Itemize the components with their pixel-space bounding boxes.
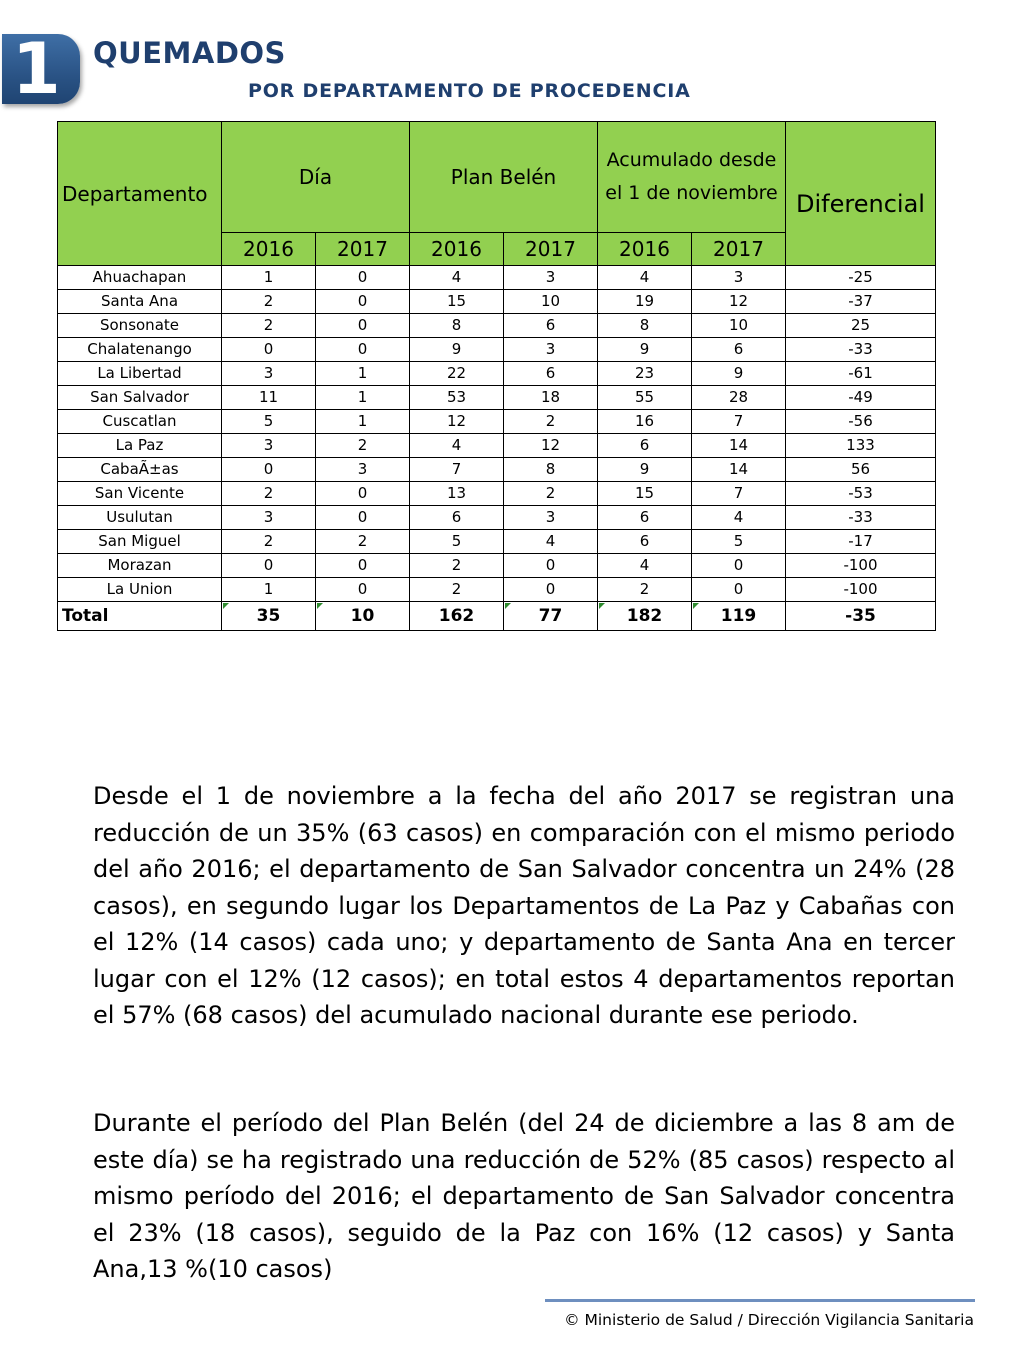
burns-by-department-table (57, 121, 936, 631)
error-indicator-icon (317, 603, 323, 609)
value-cell: 6 (692, 338, 786, 362)
value-cell: 1 (316, 386, 410, 410)
value-cell: -56 (786, 410, 936, 434)
table-total-row (58, 602, 936, 631)
department-name-cell: Cuscatlan (58, 410, 222, 434)
value-cell: 2 (598, 578, 692, 602)
value-cell: 53 (410, 386, 504, 410)
value-cell: -33 (786, 338, 936, 362)
value-cell: -33 (786, 506, 936, 530)
value-cell: -49 (786, 386, 936, 410)
value-cell: 0 (504, 554, 598, 578)
value-cell: 3 (504, 266, 598, 290)
total-value: -35 (845, 606, 876, 626)
department-name-cell: Ahuachapan (58, 266, 222, 290)
value-cell: 0 (316, 266, 410, 290)
value-cell: 15 (598, 482, 692, 506)
total-cell (316, 602, 410, 631)
value-cell: 16 (598, 410, 692, 434)
table-row (58, 482, 936, 506)
table-row (58, 290, 936, 314)
header-year: 2017 (692, 233, 786, 266)
value-cell: 1 (222, 266, 316, 290)
value-cell: 3 (504, 338, 598, 362)
table-row (58, 458, 936, 482)
value-cell: 14 (692, 434, 786, 458)
total-value: 77 (538, 606, 563, 626)
value-cell: 2 (222, 290, 316, 314)
value-cell: -100 (786, 554, 936, 578)
section-number: 1 (12, 28, 61, 110)
value-cell: 4 (410, 434, 504, 458)
value-cell: 12 (410, 410, 504, 434)
page-subtitle: POR DEPARTAMENTO DE PROCEDENCIA (248, 80, 691, 102)
total-value: 10 (350, 606, 375, 626)
value-cell: 1 (316, 410, 410, 434)
department-name-cell: La Paz (58, 434, 222, 458)
error-indicator-icon (223, 603, 229, 609)
value-cell: 0 (316, 314, 410, 338)
value-cell: 2 (222, 530, 316, 554)
value-cell: 2 (504, 410, 598, 434)
total-cell (692, 602, 786, 631)
value-cell: 12 (692, 290, 786, 314)
header-departamento: Departamento (58, 122, 222, 266)
department-name-cell: CabaÃ±as (58, 458, 222, 482)
value-cell: 4 (598, 266, 692, 290)
value-cell: 25 (786, 314, 936, 338)
table-header-row (58, 122, 936, 233)
value-cell: 6 (410, 506, 504, 530)
value-cell: 2 (316, 434, 410, 458)
value-cell: -61 (786, 362, 936, 386)
department-name-cell: La Union (58, 578, 222, 602)
value-cell: 8 (598, 314, 692, 338)
summary-paragraph-1: Desde el 1 de noviembre a la fecha del año 2017 se registran una reducción de un 35% (63 casos) en comparación con el mismo periodo del año 2016; el departamento de San Salvador concentra un 24% (28 casos), en segundo lugar los Departamentos de La Paz y Cabañas con el 12% (14 casos) cada uno; y departamento de Santa Ana en tercer lugar con el 12% (12 casos); en total estos 4 departamentos reportan el 57% (68 casos) del acumulado nacional durante ese periodo. (93, 782, 955, 1029)
department-name-cell: San Salvador (58, 386, 222, 410)
value-cell: 14 (692, 458, 786, 482)
total-value: 162 (438, 606, 475, 626)
value-cell: 8 (410, 314, 504, 338)
error-indicator-icon (505, 603, 511, 609)
value-cell: 2 (504, 482, 598, 506)
department-name-cell: La Libertad (58, 362, 222, 386)
value-cell: 5 (692, 530, 786, 554)
header-diferencial: Diferencial (786, 122, 936, 266)
value-cell: 10 (504, 290, 598, 314)
value-cell: -100 (786, 578, 936, 602)
header-plan-belen: Plan Belén (410, 122, 598, 233)
value-cell: 0 (316, 482, 410, 506)
table-row (58, 362, 936, 386)
value-cell: 4 (504, 530, 598, 554)
header-year: 2016 (598, 233, 692, 266)
value-cell: 3 (692, 266, 786, 290)
value-cell: 2 (410, 578, 504, 602)
summary-paragraph-2: Durante el período del Plan Belén (del 24 de diciembre a las 8 am de este día) se ha registrado una reducción de 52% (85 casos) respecto al mismo período del 2016; el departamento de San Salvador concentra el 23% (18 casos), seguido de la Paz con 16% (12 casos) y Santa Ana,13 %(10 casos) (93, 1109, 955, 1283)
department-name-cell: Sonsonate (58, 314, 222, 338)
section-number-badge (2, 28, 80, 110)
table-row (58, 578, 936, 602)
total-cell (786, 602, 936, 631)
value-cell: 15 (410, 290, 504, 314)
total-value: 35 (256, 606, 281, 626)
header-dia: Día (222, 122, 410, 233)
value-cell: 6 (504, 314, 598, 338)
value-cell: 7 (692, 482, 786, 506)
value-cell: 0 (316, 290, 410, 314)
value-cell: 7 (410, 458, 504, 482)
value-cell: 1 (316, 362, 410, 386)
value-cell: 18 (504, 386, 598, 410)
value-cell: 0 (692, 578, 786, 602)
value-cell: 7 (692, 410, 786, 434)
table-row (58, 410, 936, 434)
value-cell: 55 (598, 386, 692, 410)
value-cell: 3 (504, 506, 598, 530)
value-cell: 3 (222, 362, 316, 386)
value-cell: 2 (316, 530, 410, 554)
value-cell: 6 (598, 530, 692, 554)
table-row (58, 266, 936, 290)
error-indicator-icon (599, 603, 605, 609)
value-cell: 56 (786, 458, 936, 482)
value-cell: 8 (504, 458, 598, 482)
value-cell: 4 (410, 266, 504, 290)
value-cell: 9 (692, 362, 786, 386)
value-cell: 1 (222, 578, 316, 602)
table-row (58, 434, 936, 458)
value-cell: 6 (598, 434, 692, 458)
table-row (58, 386, 936, 410)
total-cell (504, 602, 598, 631)
value-cell: 5 (410, 530, 504, 554)
value-cell: 0 (222, 554, 316, 578)
table-row (58, 506, 936, 530)
value-cell: 4 (692, 506, 786, 530)
table-body (58, 266, 936, 602)
value-cell: -25 (786, 266, 936, 290)
department-name-cell: Santa Ana (58, 290, 222, 314)
footer-credit: © Ministerio de Salud / Dirección Vigilancia Sanitaria (564, 1311, 974, 1329)
value-cell: 2 (222, 314, 316, 338)
value-cell: 9 (410, 338, 504, 362)
table-row (58, 314, 936, 338)
value-cell: 0 (316, 506, 410, 530)
value-cell: 9 (598, 338, 692, 362)
value-cell: -37 (786, 290, 936, 314)
value-cell: 19 (598, 290, 692, 314)
value-cell: 6 (504, 362, 598, 386)
value-cell: -17 (786, 530, 936, 554)
header-year: 2016 (222, 233, 316, 266)
total-label: Total (58, 602, 222, 631)
total-cell (222, 602, 316, 631)
total-value: 119 (720, 606, 757, 626)
value-cell: 10 (692, 314, 786, 338)
department-name-cell: San Vicente (58, 482, 222, 506)
value-cell: -53 (786, 482, 936, 506)
department-name-cell: Usulutan (58, 506, 222, 530)
page-title: QUEMADOS (93, 36, 286, 70)
value-cell: 3 (222, 506, 316, 530)
value-cell: 0 (316, 554, 410, 578)
table-row (58, 554, 936, 578)
value-cell: 9 (598, 458, 692, 482)
total-cell (410, 602, 504, 631)
footer-divider (545, 1299, 975, 1302)
table-row (58, 530, 936, 554)
value-cell: 13 (410, 482, 504, 506)
department-name-cell: Chalatenango (58, 338, 222, 362)
value-cell: 22 (410, 362, 504, 386)
value-cell: 11 (222, 386, 316, 410)
value-cell: 3 (316, 458, 410, 482)
table-row (58, 338, 936, 362)
value-cell: 2 (410, 554, 504, 578)
value-cell: 0 (222, 458, 316, 482)
value-cell: 28 (692, 386, 786, 410)
value-cell: 4 (598, 554, 692, 578)
value-cell: 0 (316, 578, 410, 602)
value-cell: 12 (504, 434, 598, 458)
value-cell: 0 (504, 578, 598, 602)
department-name-cell: San Miguel (58, 530, 222, 554)
error-indicator-icon (693, 603, 699, 609)
value-cell: 23 (598, 362, 692, 386)
header-year: 2016 (410, 233, 504, 266)
value-cell: 5 (222, 410, 316, 434)
header-year: 2017 (504, 233, 598, 266)
value-cell: 3 (222, 434, 316, 458)
value-cell: 0 (222, 338, 316, 362)
value-cell: 0 (692, 554, 786, 578)
header-year: 2017 (316, 233, 410, 266)
value-cell: 2 (222, 482, 316, 506)
value-cell: 6 (598, 506, 692, 530)
header-acumulado: Acumulado desde el 1 de noviembre (598, 122, 786, 233)
value-cell: 133 (786, 434, 936, 458)
department-name-cell: Morazan (58, 554, 222, 578)
total-cell (598, 602, 692, 631)
value-cell: 0 (316, 338, 410, 362)
total-value: 182 (626, 606, 663, 626)
